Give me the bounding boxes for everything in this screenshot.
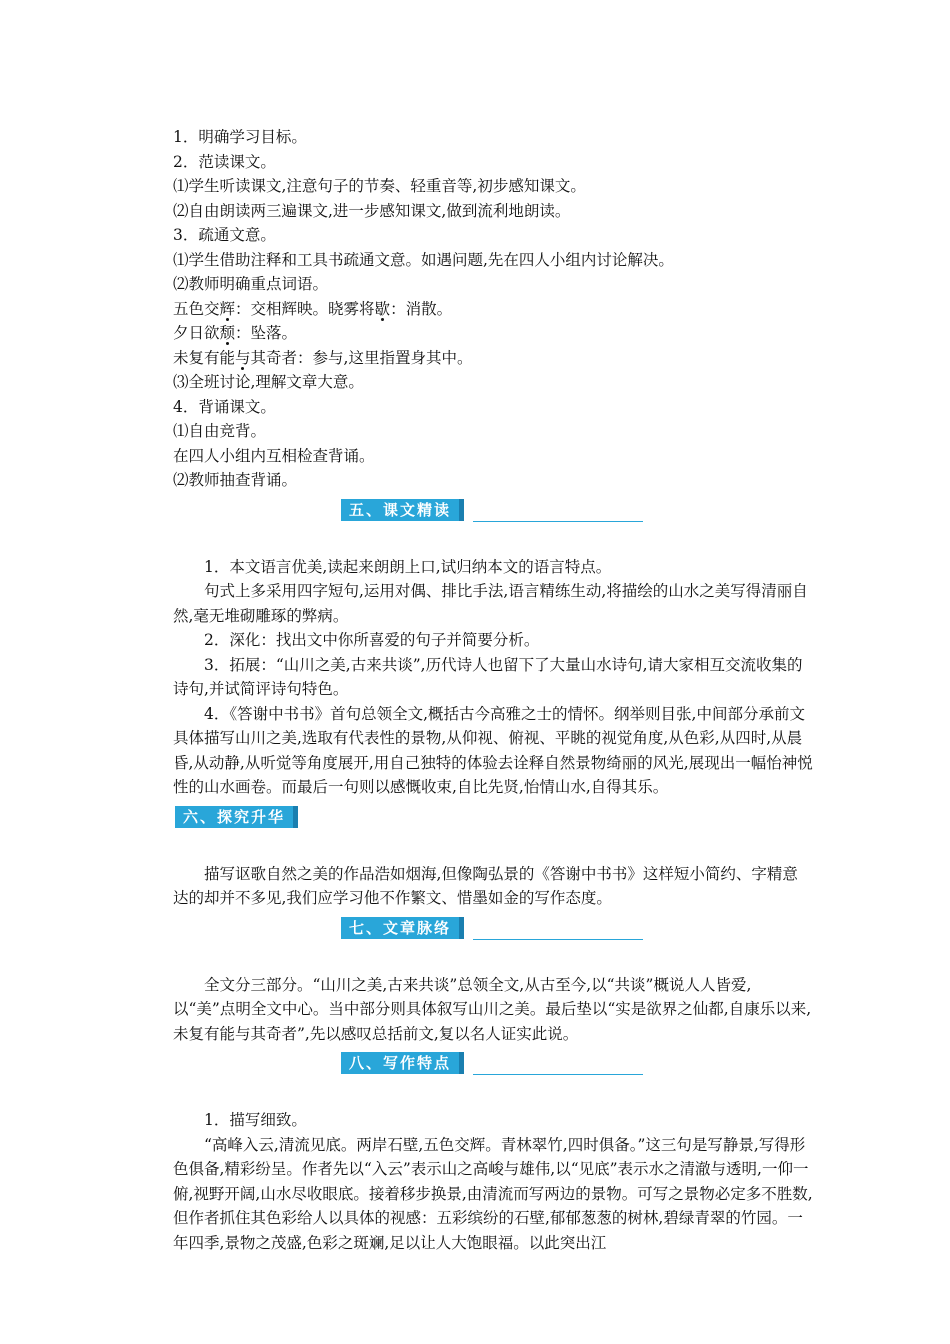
step-2: 2．范读课文。 <box>173 152 276 171</box>
document-content <box>173 125 813 1255</box>
vocab-line-2: 夕日欲颓：坠落。 <box>173 324 298 342</box>
section-title: 七、文章脉络 <box>341 917 464 939</box>
step-4-2: ⑵教师抽查背诵。 <box>173 471 298 489</box>
question-1: 1．本文语言优美,读起来朗朗上口,试归纳本文的语言特点。 <box>204 557 612 576</box>
step-3-2: ⑵教师明确重点词语。 <box>173 275 329 293</box>
step-4-1-note: 在四人小组内互相检查背诵。 <box>173 446 375 465</box>
feature-1-text: “高峰入云,清流见底。两岸石壁,五色交辉。青林翠竹,四时俱备。”这三句是写静景,写得形色俱备,精彩纷呈。作者先以“入云”表示山之高峻与雄伟,以“见底”表示水之清澈与透明,一仰一俯,视野开阔,山水尽收眼底。接着移步换景,由清流而写两边的景物。可写之景物必定多不胜数,但作者抓住其色彩给人以具体的视感：五彩缤纷的石壁,郁郁葱葱的树林,碧绿青翠的竹园。一年四季,景物之茂盛,色彩之斑斓,足以让人大饱眼福。以此突出江 <box>173 1135 813 1252</box>
step-3-1: ⑴学生借助注释和工具书疏通文意。如遇问题,先在四人小组内讨论解决。 <box>173 250 674 269</box>
step-3: 3．疏通文意。 <box>173 226 276 244</box>
feature-1-heading: 1．描写细致。 <box>204 1111 307 1129</box>
section-rule <box>473 521 643 522</box>
question-2: 2．深化：找出文中你所喜爱的句子并简要分析。 <box>204 631 540 649</box>
section-rule <box>473 1074 643 1075</box>
section-7-header <box>173 913 813 947</box>
vocab-line-1: 五色交辉：交相辉映。晓雾将歇：消散。 <box>173 299 453 318</box>
emphasis-char: 颓 <box>219 324 236 342</box>
section-rule <box>473 939 643 940</box>
step-4-1: ⑴自由竞背。 <box>173 422 267 440</box>
vocab-line-3: 未复有能与其奇者：参与,这里指置身其中。 <box>173 348 473 367</box>
section-6-text: 描写讴歌自然之美的作品浩如烟海,但像陶弘景的《答谢中书书》这样短小简约、字精意达的却并不多见,我们应学习他不作繁文、惜墨如金的写作态度。 <box>173 864 798 907</box>
step-3-3: ⑶全班讨论,理解文章大意。 <box>173 373 364 391</box>
section-title: 八、写作特点 <box>341 1052 464 1074</box>
section-8-header <box>173 1048 813 1082</box>
step-1: 1．明确学习目标。 <box>173 128 307 146</box>
emphasis-char: 与 <box>235 348 251 367</box>
answer-1: 句式上多采用四字短句,运用对偶、排比手法,语言精练生动,将描绘的山水之美写得清丽自然,毫无堆砌雕琢的弊病。 <box>173 582 808 625</box>
step-2-2: ⑵自由朗读两三遍课文,进一步感知课文,做到流利地朗读。 <box>173 201 571 220</box>
step-4: 4．背诵课文。 <box>173 397 276 416</box>
section-title: 五、课文精读 <box>341 499 464 521</box>
step-2-1: ⑴学生听读课文,注意句子的节奏、轻重音等,初步感知课文。 <box>173 177 586 195</box>
emphasis-char: 歇 <box>374 299 391 318</box>
question-4: 4．《答谢中书书》首句总领全文,概括古今高雅之士的情怀。纲举则目张,中间部分承前文具体描写山川之美,选取有代表性的景物,从仰视、俯视、平眺的视觉角度,从色彩,从四时,从晨昏,从动静,从听觉等角度展开,用自己独特的体验去诠释自然景物绮丽的风光,展现出一幅怡神悦性的山水画卷。而最后一句则以感慨收束,自比先贤,怡情山水,自得其乐。 <box>173 704 813 796</box>
section-7-text: 全文分三部分。“山川之美,古来共谈”总领全文,从古至今,以“共谈”概说人人皆爱,以“美”点明全文中心。当中部分则具体叙写山川之美。最后垫以“实是欲界之仙都,自康乐以来,未复有能与其奇者”,先以感叹总括前文,复以名人证实此说。 <box>173 975 812 1043</box>
section-6-header <box>173 802 813 836</box>
section-5-header <box>173 495 813 529</box>
emphasis-char: 辉 <box>219 299 236 318</box>
question-3: 3．拓展：“山川之美,古来共谈”,历代诗人也留下了大量山水诗句,请大家相互交流收集的诗句,并试简评诗句特色。 <box>173 655 803 698</box>
section-title: 六、探究升华 <box>175 806 298 828</box>
